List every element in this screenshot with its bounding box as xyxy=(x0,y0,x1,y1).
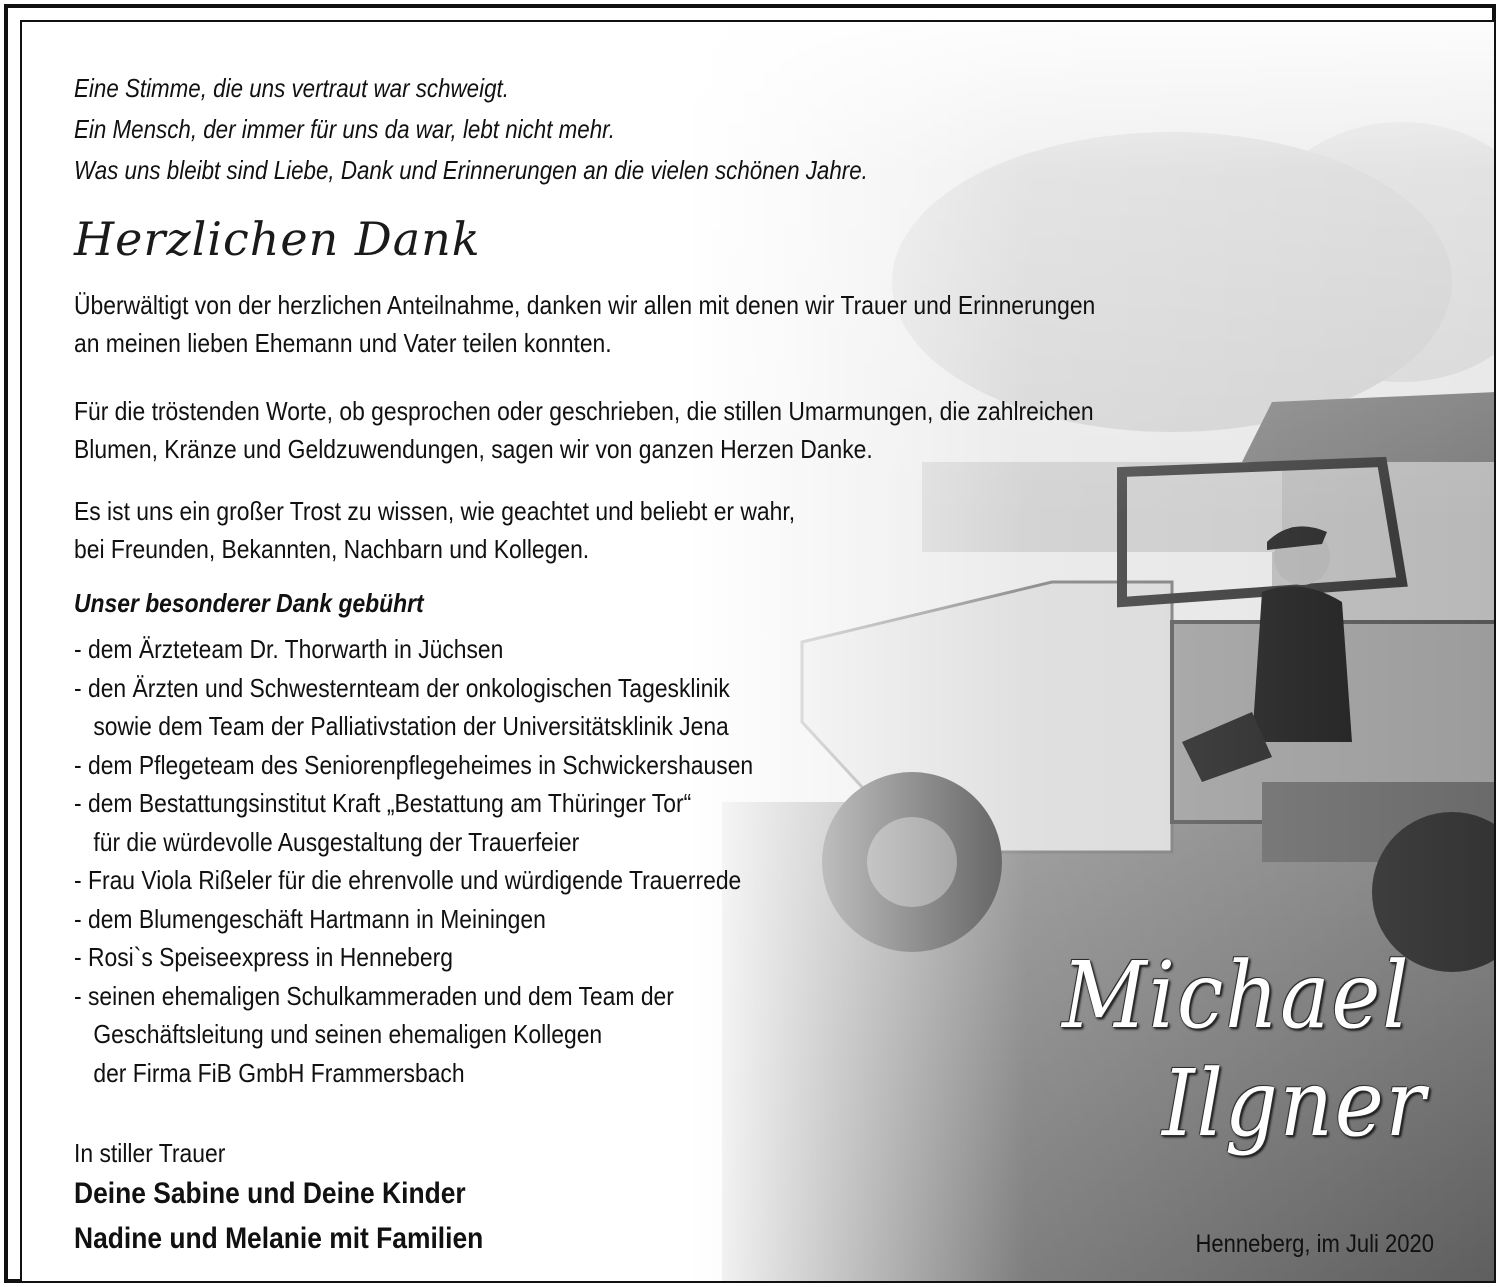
list-item-text: - dem Bestattungsinstitut Kraft „Bestattung am Thüringer Tor“ xyxy=(74,788,692,818)
list-item xyxy=(74,900,753,939)
outer-border xyxy=(4,4,1496,1283)
list-item-text: - seinen ehemaligen Schulkammeraden und dem Team der xyxy=(74,980,674,1011)
signature-line: Nadine und Melanie mit Familien xyxy=(74,1222,484,1255)
paragraph xyxy=(74,492,795,568)
paragraph xyxy=(74,392,1094,468)
thanks-title: Unser besonderer Dank gebührt xyxy=(74,588,424,618)
deceased-first-name: Michael xyxy=(1062,942,1411,1049)
list-item xyxy=(74,746,753,785)
list-item-continuation: der Firma FiB GmbH Frammersbach xyxy=(93,1057,465,1088)
list-item xyxy=(74,784,753,861)
place-date: Henneberg, im Juli 2020 xyxy=(1195,1230,1434,1258)
list-item xyxy=(74,861,753,900)
list-item-text: - dem Pflegeteam des Seniorenpflegeheimes in Schwickershausen xyxy=(74,749,754,780)
list-item-continuation: für die würdevolle Ausgestaltung der Trauerfeier xyxy=(93,826,580,857)
thanks-list xyxy=(74,630,753,1092)
list-item-text: - dem Blumengeschäft Hartmann in Meiningen xyxy=(74,903,546,934)
list-item xyxy=(74,630,753,669)
poem-line: Ein Mensch, der immer für uns da war, lebt nicht mehr. xyxy=(74,114,616,144)
paragraph-line: Es ist uns ein großer Trost zu wissen, wie geachtet und beliebt er wahr, xyxy=(74,496,796,526)
paragraph-line: Blumen, Kränze und Geldzuwendungen, sagen wir von ganzen Herzen Danke. xyxy=(74,434,873,464)
closing-text: In stiller Trauer xyxy=(74,1138,226,1168)
list-item-continuation: sowie dem Team der Palliativstation der Universitätsklinik Jena xyxy=(93,711,729,741)
list-item-text: - den Ärzten und Schwesternteam der onkologischen Tagesklinik xyxy=(74,672,730,703)
intro-poem xyxy=(74,68,868,191)
paragraph-line: bei Freunden, Bekannten, Nachbarn und Kollegen. xyxy=(74,534,590,564)
list-item xyxy=(74,669,753,746)
poem-line: Was uns bleibt sind Liebe, Dank und Erinnerungen an die vielen schönen Jahre. xyxy=(74,155,868,185)
notice-card xyxy=(20,20,1496,1283)
list-item-text: - Frau Viola Rißeler für die ehrenvolle und würdigende Trauerrede xyxy=(74,865,742,895)
list-item-continuation: Geschäftsleitung und seinen ehemaligen Kollegen xyxy=(93,1019,603,1049)
list-item-text: - dem Ärzteteam Dr. Thorwarth in Jüchsen xyxy=(74,634,504,664)
list-item-text: - Rosi`s Speiseexpress in Henneberg xyxy=(74,942,453,972)
signature-line: Deine Sabine und Deine Kinder xyxy=(74,1177,466,1210)
list-item xyxy=(74,977,753,1093)
paragraph-line: Überwältigt von der herzlichen Anteilnahme, danken wir allen mit denen wir Trauer und Erinnerungen xyxy=(74,290,1096,320)
paragraph-line: an meinen lieben Ehemann und Vater teilen konnten. xyxy=(74,328,612,358)
heading: Herzlichen Dank xyxy=(74,212,481,266)
deceased-last-name: Ilgner xyxy=(1162,1050,1427,1157)
poem-line: Eine Stimme, die uns vertraut war schweigt. xyxy=(74,73,509,103)
paragraph xyxy=(74,286,1095,362)
paragraph-line: Für die tröstenden Worte, ob gesprochen oder geschrieben, die stillen Umarmungen, die zahlreichen xyxy=(74,396,1094,426)
list-item xyxy=(74,938,753,977)
